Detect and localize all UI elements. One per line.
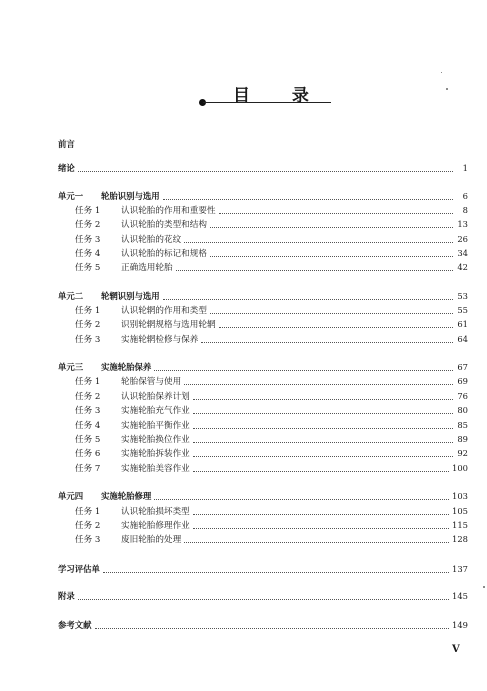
toc-task-entry: [58, 303, 468, 317]
toc-page-number: 115: [452, 520, 468, 530]
toc-task-entry: [58, 518, 468, 532]
toc-task-number: 任务 5: [75, 263, 101, 273]
dot-leader: [78, 171, 453, 172]
toc-page-number: 6: [462, 191, 468, 201]
toc-task-number: 任务 1: [75, 206, 101, 216]
toc-page-number: 76: [457, 391, 468, 401]
dot-leader: [193, 456, 453, 457]
toc-task-entry: [58, 532, 468, 546]
dot-leader: [184, 242, 453, 243]
toc-entry-title: 实施轮胎充气作业: [121, 406, 190, 416]
toc-task-entry: [58, 461, 468, 475]
toc-page-number: 100: [452, 463, 468, 473]
toc-page-number: 53: [457, 291, 468, 301]
toc-page-number: 105: [452, 506, 468, 516]
dot-leader: [176, 270, 453, 271]
toc-task-number: 任务 4: [75, 421, 101, 431]
toc-task-entry: [58, 446, 468, 460]
dot-leader: [210, 313, 453, 314]
toc-entry-title: 轮胎识别与选用: [101, 191, 160, 201]
toc-entry-title: 认识轮胎损坏类型: [121, 507, 190, 517]
toc-task-number: 任务 3: [75, 335, 101, 345]
toc-entry-title: 轮辋识别与选用: [101, 291, 160, 301]
title-underline: [203, 102, 331, 103]
toc-task-number: 任务 7: [75, 464, 101, 474]
toc-section-entry: [58, 189, 468, 203]
dot-leader: [193, 514, 449, 515]
dot-leader: [184, 542, 449, 543]
toc-page-number: 1: [462, 163, 468, 173]
dot-leader: [193, 528, 449, 529]
toc-task-number: 任务 5: [75, 435, 101, 445]
toc-entry-title: 实施轮胎拆装作业: [121, 449, 190, 459]
toc-section-entry: [58, 360, 468, 374]
toc-entry-title: 附录: [58, 591, 75, 601]
toc-entry-title: 废旧轮胎的处理: [121, 535, 182, 545]
toc-entry-title: 前言: [58, 139, 75, 149]
toc-entry-title: 认识轮胎的标记和规格: [121, 249, 207, 259]
dot-leader: [193, 428, 453, 429]
toc-task-entry: [58, 217, 468, 231]
toc-entry-title: 实施轮胎美容作业: [121, 464, 190, 474]
toc-task-entry: [58, 418, 468, 432]
dot-leader: [193, 399, 453, 400]
toc-page-number: 137: [452, 564, 468, 574]
toc-task-number: 任务 3: [75, 235, 101, 245]
page-title: 目 录: [233, 86, 327, 106]
dot-leader: [95, 628, 450, 629]
toc-task-number: 任务 3: [75, 535, 101, 545]
toc-task-number: 任务 1: [75, 306, 101, 316]
toc-page-number: 145: [452, 591, 468, 601]
dot-leader: [193, 442, 453, 443]
scan-speck: [441, 72, 442, 73]
toc-task-number: 任务 2: [75, 392, 101, 402]
toc-page-number: 42: [457, 262, 468, 272]
toc-entry-title: 认识轮胎的类型和结构: [121, 220, 207, 230]
scan-speck: [483, 586, 485, 588]
toc-entry-title: 学习评估单: [58, 564, 100, 574]
toc-entry-title: 轮胎保管与使用: [121, 377, 182, 387]
toc-page-number: 61: [457, 319, 468, 329]
toc-task-number: 任务 4: [75, 249, 101, 259]
dot-leader: [219, 213, 453, 214]
toc-page-number: 67: [457, 362, 468, 372]
toc-task-number: 任务 3: [75, 406, 101, 416]
toc-page-number: 13: [457, 219, 468, 229]
toc-task-entry: [58, 203, 468, 217]
toc-entry-title: 识别轮辋规格与选用轮辋: [121, 320, 216, 330]
dot-leader: [163, 299, 453, 300]
toc-unit-number: 单元四: [58, 491, 84, 501]
dot-leader: [154, 370, 453, 371]
toc-entry-title: 实施轮胎平衡作业: [121, 421, 190, 431]
toc-entry-title: 正确选用轮胎: [121, 263, 173, 273]
toc-task-entry: [58, 317, 468, 331]
toc-page-number: 80: [457, 405, 468, 415]
toc-section-entry: [58, 618, 468, 632]
toc-page-number: 149: [452, 620, 468, 630]
toc-entry-title: 认识轮辋的作用和类型: [121, 306, 207, 316]
dot-leader: [103, 572, 449, 573]
dot-leader: [184, 384, 453, 385]
dot-leader: [210, 227, 453, 228]
toc-task-number: 任务 1: [75, 377, 101, 387]
toc-task-entry: [58, 374, 468, 388]
toc-entry-title: 认识轮胎的作用和重要性: [121, 206, 216, 216]
toc-entry-title: 实施轮胎修理: [101, 491, 152, 501]
toc-heading: [0, 81, 487, 105]
scan-speck: [446, 88, 448, 90]
dot-leader: [210, 256, 453, 257]
toc-page-number: 128: [452, 534, 468, 544]
toc-section-entry: [58, 589, 468, 603]
toc-section-entry: [58, 489, 468, 503]
toc-unit-number: 单元二: [58, 291, 84, 301]
toc-section-entry: [58, 137, 468, 151]
toc-page-number: 89: [457, 434, 468, 444]
toc-task-entry: [58, 332, 468, 346]
toc-task-number: 任务 1: [75, 507, 101, 517]
toc-task-entry: [58, 403, 468, 417]
toc-task-entry: [58, 246, 468, 260]
dot-leader: [193, 413, 453, 414]
toc-task-entry: [58, 389, 468, 403]
toc-page-number: 64: [457, 334, 468, 344]
toc-page-number: 92: [457, 448, 468, 458]
dot-leader: [163, 199, 453, 200]
toc-entry-title: 认识轮胎保养计划: [121, 392, 190, 402]
toc-entry-title: 绪论: [58, 163, 75, 173]
toc-page-number: 85: [457, 420, 468, 430]
toc-entry-title: 实施轮辋检修与保养: [121, 335, 199, 345]
toc-page-number: 8: [462, 205, 468, 215]
toc-page-number: 34: [457, 248, 468, 258]
toc-entry-title: 参考文献: [58, 620, 92, 630]
toc-task-entry: [58, 260, 468, 274]
toc-page-number: 103: [452, 491, 468, 501]
dot-leader: [219, 327, 453, 328]
toc-unit-number: 单元三: [58, 362, 84, 372]
toc-entry-title: 实施轮胎换位作业: [121, 435, 190, 445]
toc-page-number: 26: [457, 234, 468, 244]
toc-unit-number: 单元一: [58, 191, 84, 201]
toc-page-number: 69: [457, 376, 468, 386]
toc-task-entry: [58, 432, 468, 446]
toc-section-entry: [58, 289, 468, 303]
toc-task-number: 任务 6: [75, 449, 101, 459]
toc-task-entry: [58, 232, 468, 246]
toc-task-entry: [58, 504, 468, 518]
toc-task-number: 任务 2: [75, 220, 101, 230]
page-number: V: [452, 644, 460, 655]
toc-entry-title: 实施轮胎修理作业: [121, 521, 190, 531]
toc-entry-title: 实施轮胎保养: [101, 362, 152, 372]
toc-section-entry: [58, 562, 468, 576]
dot-leader: [78, 599, 449, 600]
toc-task-number: 任务 2: [75, 521, 101, 531]
dot-leader: [154, 499, 449, 500]
dot-leader: [193, 471, 449, 472]
toc-section-entry: [58, 161, 468, 175]
dot-leader: [201, 342, 453, 343]
toc-entry-title: 认识轮胎的花纹: [121, 235, 182, 245]
toc-page-number: 55: [457, 305, 468, 315]
toc-task-number: 任务 2: [75, 320, 101, 330]
